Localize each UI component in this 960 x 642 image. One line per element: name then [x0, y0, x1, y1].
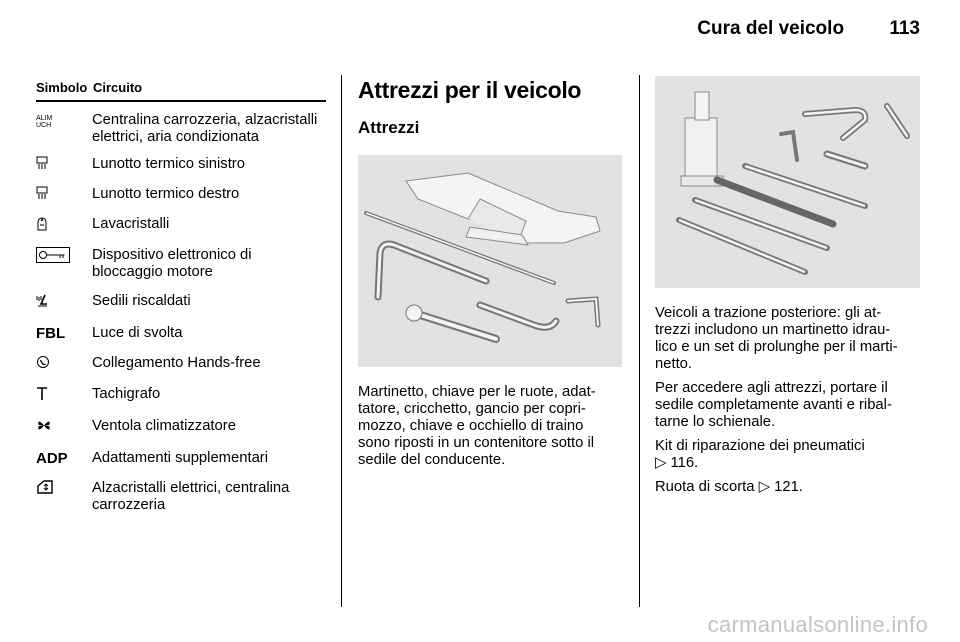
- text-line: sedile completamente avanti e ribal-: [655, 397, 892, 413]
- tools-description: [358, 384, 623, 469]
- circuit-label: Dispositivo elettronico di bloccaggio motore: [92, 247, 252, 280]
- rear-window-heater-icon: [36, 186, 92, 204]
- circuit-label: Sedili riscaldati: [92, 293, 191, 309]
- text-line: sedile del conducente.: [358, 452, 506, 468]
- table-row: [36, 186, 326, 204]
- circuit-label: Alzacristalli elettrici, centralina carrozzeria: [92, 480, 290, 513]
- symbol-code: FBL: [36, 325, 66, 342]
- text-line: mozzo, chiave e occhiello di traino: [358, 418, 584, 434]
- column-divider: [341, 75, 342, 607]
- table-row: [36, 480, 326, 514]
- circuit-label: Ventola climatizzatore: [92, 418, 236, 434]
- table-row: [36, 293, 326, 312]
- table-row: [36, 325, 326, 342]
- circuit-label: Lunotto termico sinistro: [92, 156, 245, 172]
- circuit-label: Centralina carrozzeria, alzacristalli elettrici, aria condizionata: [92, 112, 318, 145]
- rear-wheel-drive-text: [655, 305, 921, 496]
- immobiliser-key-icon: [36, 247, 92, 281]
- circuit-label: Adattamenti supplementari: [92, 450, 269, 466]
- hydraulic-jack-illustration: [655, 76, 920, 288]
- table-row: [36, 112, 326, 146]
- alim-uch-text-icon: ALIM UCH: [36, 115, 53, 129]
- hands-free-phone-icon: [36, 355, 92, 373]
- power-window-icon: [36, 480, 92, 514]
- text-line: Veicoli a trazione posteriore: gli at-: [655, 305, 882, 321]
- circuit-label: Tachigrafo: [92, 386, 161, 402]
- watermark: carmanualsonline.info: [707, 612, 928, 637]
- rear-wheel-drive-section: [655, 76, 921, 503]
- page-header: [697, 18, 920, 40]
- washer-icon: [36, 216, 92, 235]
- page-number: 113: [889, 18, 920, 39]
- text-line: trezzi includono un martinetto idrau-: [655, 322, 891, 338]
- heated-seat-icon: [36, 293, 92, 312]
- rear-window-heater-icon: [36, 156, 92, 174]
- circuit-label: Lunotto termico destro: [92, 186, 240, 202]
- table-row: [36, 386, 326, 405]
- table-row: [36, 156, 326, 174]
- table-row: [36, 450, 326, 467]
- text-line: Per accedere agli attrezzi, portare il: [655, 380, 888, 396]
- tachograph-icon: [36, 386, 92, 405]
- table-row: [36, 216, 326, 235]
- circuit-label: Luce di svolta: [92, 325, 183, 341]
- fan-icon: [36, 418, 92, 437]
- section-subtitle: Attrezzi: [358, 118, 420, 137]
- text-line: Kit di riparazione dei pneumatici: [655, 438, 865, 454]
- table-row: [36, 418, 326, 437]
- symbol-code: ADP: [36, 450, 68, 467]
- column-divider: [639, 75, 640, 607]
- table-row: [36, 247, 326, 281]
- tools-section: [358, 76, 623, 476]
- page-reference-link[interactable]: Ruota di scorta ▷ 121.: [655, 479, 803, 495]
- text-line: tatore, cricchetto, gancio per copri-: [358, 401, 586, 417]
- column-header-symbol: Simbolo: [36, 80, 88, 95]
- section-title: Attrezzi per il veicolo: [358, 77, 582, 103]
- chapter-title: Cura del veicolo: [697, 18, 845, 39]
- table-header: [36, 80, 326, 102]
- text-line: tarne lo schienale.: [655, 414, 776, 430]
- circuit-label: Collegamento Hands-free: [92, 355, 261, 371]
- page-reference-link[interactable]: ▷ 116.: [655, 455, 699, 471]
- column-header-circuit: Circuito: [93, 80, 143, 95]
- text-line: Martinetto, chiave per le ruote, adat-: [358, 384, 596, 400]
- fuse-table: [36, 80, 326, 514]
- text-line: netto.: [655, 356, 693, 372]
- table-row: [36, 355, 326, 373]
- text-line: sono riposti in un contenitore sotto il: [358, 435, 595, 451]
- tools-illustration: [358, 155, 622, 367]
- circuit-label: Lavacristalli: [92, 216, 170, 232]
- text-line: lico e un set di prolunghe per il marti-: [655, 339, 898, 355]
